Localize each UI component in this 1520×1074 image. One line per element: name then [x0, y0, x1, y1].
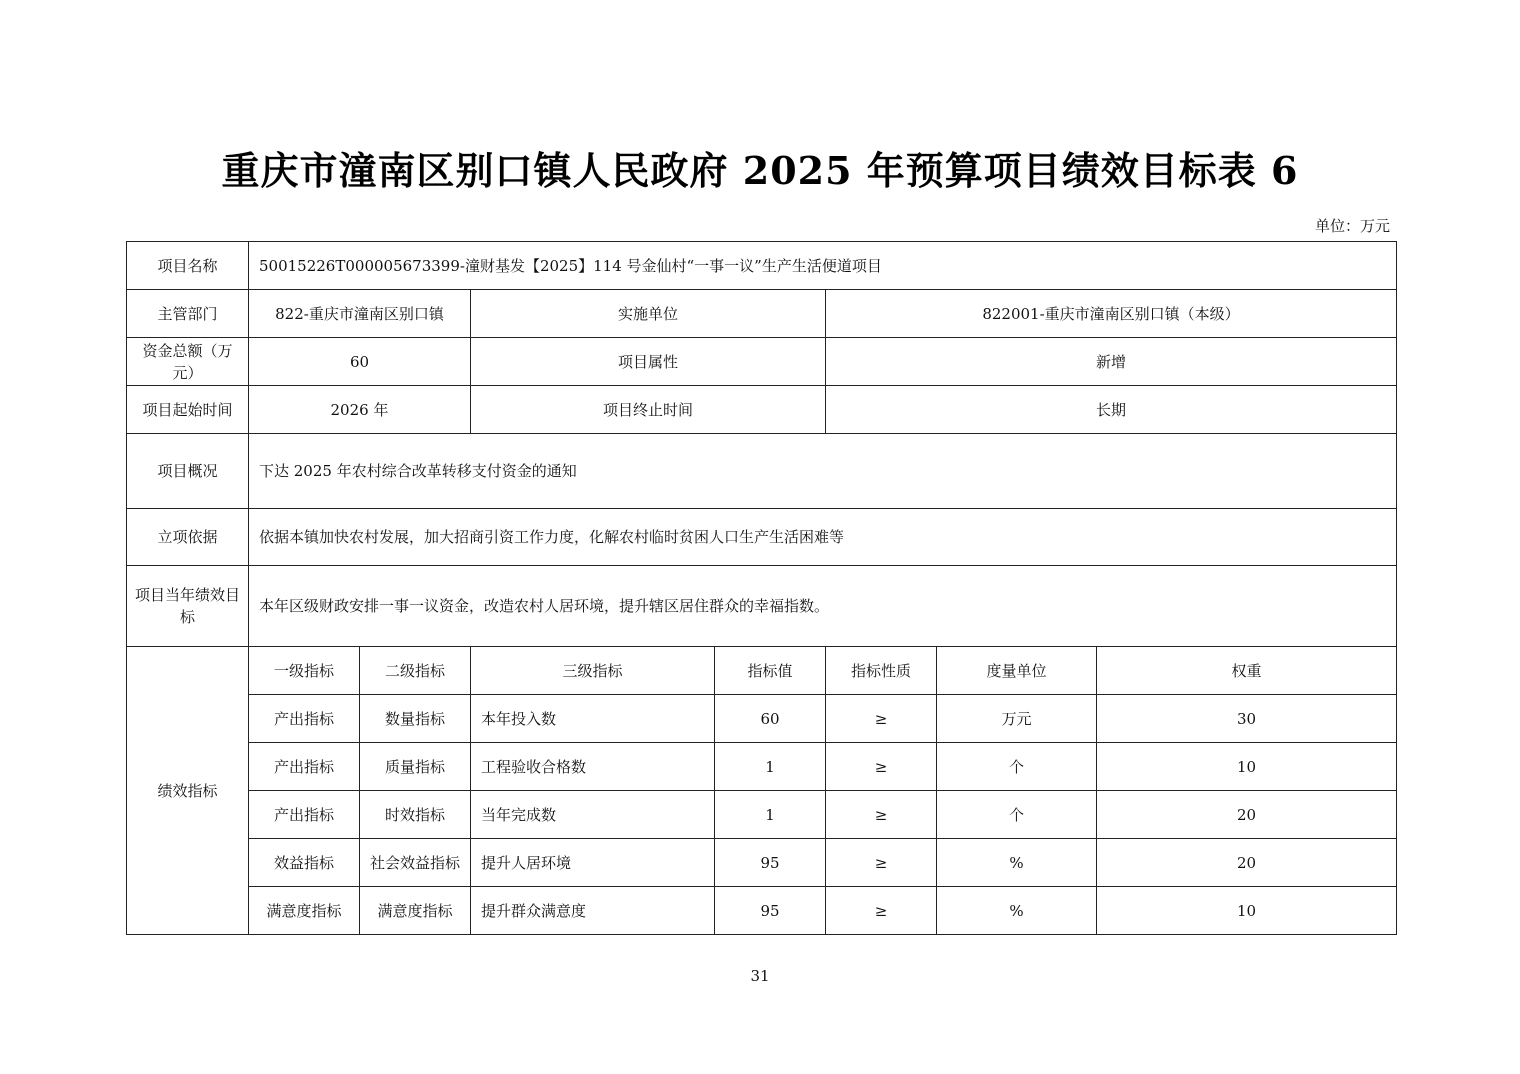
indicator-nature: ≥ [826, 887, 937, 935]
row-overview [127, 434, 1397, 509]
indicator-unit: 万元 [937, 695, 1097, 743]
label-start-time: 项目起始时间 [127, 386, 249, 434]
indicator-row [127, 887, 1397, 935]
indicator-level1: 产出指标 [249, 695, 360, 743]
value-attribute: 新增 [826, 338, 1397, 386]
indicator-unit: % [937, 887, 1097, 935]
page-number: 31 [750, 967, 770, 985]
indicator-nature: ≥ [826, 791, 937, 839]
indicator-level2: 满意度指标 [360, 887, 471, 935]
indicator-row [127, 743, 1397, 791]
indicator-level3: 本年投入数 [471, 695, 715, 743]
value-funds: 60 [249, 338, 471, 386]
value-goal: 本年区级财政安排一事一议资金，改造农村人居环境，提升辖区居住群众的幸福指数。 [249, 566, 1397, 647]
label-indicators: 绩效指标 [127, 647, 249, 935]
indicator-level2: 数量指标 [360, 695, 471, 743]
unit-label: 单位：万元 [1314, 217, 1390, 235]
row-basis [127, 509, 1397, 566]
header-nature: 指标性质 [826, 647, 937, 695]
value-department: 822-重庆市潼南区别口镇 [249, 290, 471, 338]
indicator-unit: 个 [937, 743, 1097, 791]
row-department [127, 290, 1397, 338]
indicator-nature: ≥ [826, 839, 937, 887]
header-level2: 二级指标 [360, 647, 471, 695]
indicator-weight: 20 [1097, 839, 1397, 887]
indicator-unit: 个 [937, 791, 1097, 839]
indicator-row [127, 791, 1397, 839]
label-basis: 立项依据 [127, 509, 249, 566]
indicator-nature: ≥ [826, 743, 937, 791]
performance-table [126, 241, 1397, 935]
label-project-name: 项目名称 [127, 242, 249, 290]
indicator-level3: 提升人居环境 [471, 839, 715, 887]
indicator-row [127, 839, 1397, 887]
value-start-time: 2026 年 [249, 386, 471, 434]
indicator-header-row [127, 647, 1397, 695]
indicator-value: 1 [715, 791, 826, 839]
label-overview: 项目概况 [127, 434, 249, 509]
header-level1: 一级指标 [249, 647, 360, 695]
indicator-level3: 工程验收合格数 [471, 743, 715, 791]
row-project-name [127, 242, 1397, 290]
value-end-time: 长期 [826, 386, 1397, 434]
indicator-value: 95 [715, 887, 826, 935]
indicator-unit: % [937, 839, 1097, 887]
label-implementer: 实施单位 [471, 290, 826, 338]
indicator-level1: 产出指标 [249, 791, 360, 839]
indicator-level2: 质量指标 [360, 743, 471, 791]
indicator-level1: 效益指标 [249, 839, 360, 887]
label-goal: 项目当年绩效目标 [127, 566, 249, 647]
value-overview: 下达 2025 年农村综合改革转移支付资金的通知 [249, 434, 1397, 509]
value-project-name: 50015226T000005673399-潼财基发【2025】114 号金仙村“一事一议”生产生活便道项目 [249, 242, 1397, 290]
indicator-level1: 满意度指标 [249, 887, 360, 935]
header-level3: 三级指标 [471, 647, 715, 695]
label-attribute: 项目属性 [471, 338, 826, 386]
indicator-weight: 20 [1097, 791, 1397, 839]
page-title: 重庆市潼南区别口镇人民政府 2025 年预算项目绩效目标表 6 [221, 148, 1299, 193]
row-goal [127, 566, 1397, 647]
indicator-row [127, 695, 1397, 743]
indicator-value: 95 [715, 839, 826, 887]
indicator-level2: 社会效益指标 [360, 839, 471, 887]
indicator-level1: 产出指标 [249, 743, 360, 791]
indicator-weight: 10 [1097, 887, 1397, 935]
header-unit: 度量单位 [937, 647, 1097, 695]
indicator-value: 60 [715, 695, 826, 743]
indicator-level3: 当年完成数 [471, 791, 715, 839]
indicator-weight: 30 [1097, 695, 1397, 743]
value-basis: 依据本镇加快农村发展，加大招商引资工作力度，化解农村临时贫困人口生产生活困难等 [249, 509, 1397, 566]
label-funds: 资金总额（万元） [127, 338, 249, 386]
label-end-time: 项目终止时间 [471, 386, 826, 434]
indicator-nature: ≥ [826, 695, 937, 743]
indicator-level3: 提升群众满意度 [471, 887, 715, 935]
value-implementer: 822001-重庆市潼南区别口镇（本级） [826, 290, 1397, 338]
indicator-value: 1 [715, 743, 826, 791]
indicator-weight: 10 [1097, 743, 1397, 791]
indicator-level2: 时效指标 [360, 791, 471, 839]
row-time [127, 386, 1397, 434]
label-department: 主管部门 [127, 290, 249, 338]
header-weight: 权重 [1097, 647, 1397, 695]
header-value: 指标值 [715, 647, 826, 695]
row-funds [127, 338, 1397, 386]
